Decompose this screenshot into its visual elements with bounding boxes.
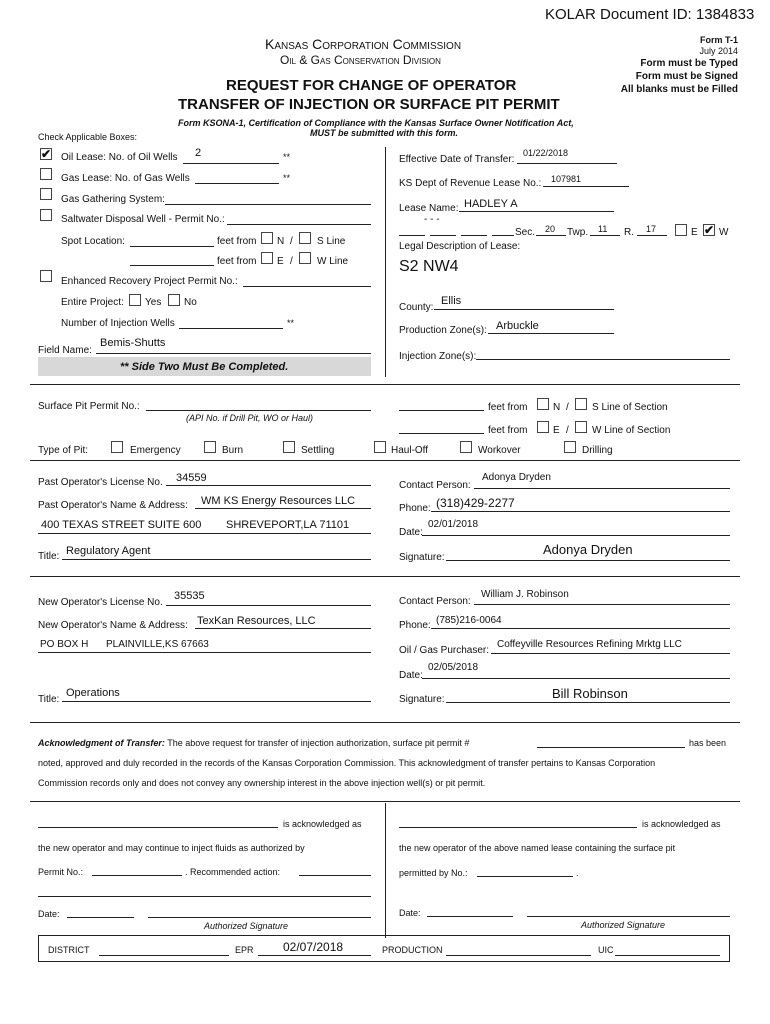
permitted-by-period: . [576,868,579,878]
past-date-label: Date: [399,527,423,538]
pit-n-checkbox[interactable] [537,398,549,410]
entire-project-yes-checkbox[interactable] [129,294,141,306]
spot-s-checkbox[interactable] [299,232,311,244]
oil-lease-checkbox[interactable]: ✔ [41,147,52,161]
past-phone-label: Phone: [399,503,431,514]
side-two-text: ** Side Two Must Be Completed. [120,361,289,373]
burn-checkbox[interactable] [204,441,216,453]
new-address: PO BOX H [40,639,89,650]
field-name-value: Bemis-Shutts [100,337,166,349]
pit-type-label: Type of Pit: [38,445,89,456]
oil-wells-field[interactable] [183,163,279,164]
divider-1 [30,384,740,385]
right-date-label: Date: [399,908,421,918]
past-phone-value: (318)429-2277 [436,496,515,510]
new-title-label: Title: [38,694,60,705]
past-title-value: Regulatory Agent [66,545,151,557]
new-license-label: New Operator's License No. [38,597,163,608]
production-zone-label: Production Zone(s): [399,325,487,336]
spot-n-label: N [277,236,285,247]
gas-gathering-checkbox[interactable] [40,188,52,200]
twp-label: Twp. [567,227,589,238]
range-value: 17 [646,224,657,234]
ack-column-divider [385,803,386,938]
recommended-action-line-2[interactable] [38,896,371,897]
quarter-field-1[interactable] [399,235,425,236]
new-address-field[interactable] [38,652,371,653]
past-signature-field[interactable] [446,560,730,561]
left-is-acknowledged: is acknowledged as [283,819,362,829]
lease-name-field[interactable] [459,211,614,212]
district-field[interactable] [99,955,229,956]
past-city: SHREVEPORT,LA 71101 [226,519,350,531]
surface-pit-label: Surface Pit Permit No.: [38,401,140,412]
district-label: DISTRICT [48,945,90,955]
saltwater-permit-field[interactable] [227,224,371,225]
twp-value: 11 [598,224,608,234]
past-address: 400 TEXAS STREET SUITE 600 [41,519,202,531]
left-date-label: Date: [38,909,60,919]
past-title-label: Title: [38,551,60,562]
pit-ew-feet-field[interactable] [399,433,484,434]
ks-lease-no-field[interactable] [543,186,629,187]
new-date-field[interactable] [422,678,730,679]
sec-label: Sec. [515,227,536,238]
gas-wells-stars: ** [283,173,291,183]
quarter-field-2[interactable] [430,235,456,236]
gas-wells-field[interactable] [195,183,279,184]
side-two-banner [38,357,371,376]
ack-line-1 [38,738,469,748]
pit-e-label: E [553,425,560,436]
oil-wells-stars: ** [283,152,291,162]
past-name-value: WM KS Energy Resources LLC [201,495,356,507]
new-contact-value: William J. Robinson [481,589,569,600]
right-auth-signature-label: Authorized Signature [581,920,666,930]
pit-s-label: S Line of Section [592,402,668,413]
past-signature-label: Signature: [399,552,445,563]
entire-project-yes-label: Yes [145,297,162,308]
legal-description-value: S2 NW4 [399,258,459,275]
spot-w-label: W Line [317,256,349,267]
api-note: (API No. if Drill Pit, WO or Haul) [186,413,314,423]
new-license-field[interactable] [166,605,371,606]
new-title-value: Operations [66,687,120,699]
permit-no-label: Permit No.: [38,867,84,877]
past-name-field[interactable] [195,508,371,509]
range-e-label: E [691,227,698,238]
past-date-field[interactable] [422,535,730,536]
spot-w-checkbox[interactable] [299,252,311,264]
twp-field[interactable] [590,235,620,236]
divider-5 [30,801,740,802]
injection-zone-label: Injection Zone(s): [399,351,477,362]
new-signature-field[interactable] [446,702,730,703]
injection-wells-label: Number of Injection Wells [61,318,175,329]
form-title-1: REQUEST FOR CHANGE OF OPERATOR [226,77,517,94]
effective-date-field[interactable] [517,163,617,164]
purchaser-label: Oil / Gas Purchaser: [399,645,490,656]
ks-lease-no-value: 107981 [551,174,582,184]
ack-text-3: Commission records only and does not convey any ownership interest in the above injection well(s) or pit permit. [38,778,486,788]
past-address-field[interactable] [38,533,371,534]
new-contact-label: Contact Person: [399,596,471,607]
uic-label: UIC [598,945,614,955]
left-auth-signature-label: Authorized Signature [204,921,289,931]
past-contact-field[interactable] [474,488,730,489]
past-contact-value: Adonya Dryden [482,472,551,483]
pit-e-checkbox[interactable] [537,421,549,433]
past-signature-value: Adonya Dryden [543,542,633,557]
injection-wells-stars: ** [287,318,295,328]
column-divider [385,147,386,377]
emergency-label: Emergency [130,445,181,456]
oil-wells-value: 2 [195,147,202,159]
ks-dept-label: KS Dept of Revenue Lease No.: [399,178,542,189]
requirement-filled: All blanks must be Filled [620,84,738,95]
saltwater-checkbox[interactable] [40,209,52,221]
agency-name: Kansas Corporation Commission [265,36,462,52]
new-signature-value: Bill Robinson [552,686,628,701]
workover-label: Workover [478,445,521,456]
new-date-label: Date: [399,670,423,681]
epr-value: 02/07/2018 [283,940,344,954]
legal-dashes: - - - [424,214,440,225]
range-e-checkbox[interactable] [675,224,687,236]
certification-note-1: Form KSONA-1, Certification of Compliance with the Kansas Surface Owner Notification Act, [178,118,574,128]
pit-s-checkbox[interactable] [575,398,587,410]
ack-heading: Acknowledgment of Transfer: [38,738,165,748]
county-label: County: [399,302,434,313]
county-field[interactable] [434,309,614,310]
past-title-field[interactable] [62,559,371,560]
new-phone-label: Phone: [399,620,431,631]
left-date-field[interactable] [67,917,134,918]
new-date-value: 02/05/2018 [428,662,479,673]
burn-label: Burn [222,445,244,456]
production-zone-value: Arbuckle [496,320,539,332]
county-value: Ellis [441,295,462,307]
effective-date-value: 01/22/2018 [523,148,569,158]
new-name-label: New Operator's Name & Address: [38,620,188,631]
recommended-action-label: . Recommended action: [185,867,281,877]
range-field[interactable] [637,235,667,236]
past-phone-field[interactable] [431,511,730,512]
purchaser-field[interactable] [491,653,730,654]
divider-2 [30,460,740,461]
pit-w-label: W Line of Section [592,425,671,436]
spot-feet-from-ew: feet from [217,256,257,267]
new-contact-field[interactable] [474,604,730,605]
recommended-action-field[interactable] [299,875,371,876]
form-title-2: TRANSFER OF INJECTION OR SURFACE PIT PERMIT [178,96,560,113]
drilling-label: Drilling [582,445,613,456]
entire-project-no-label: No [184,297,197,308]
requirement-signed: Form must be Signed [635,71,738,82]
left-ack-operator-field[interactable] [38,827,278,828]
right-ack-operator-field[interactable] [399,827,637,828]
range-w-label: W [719,227,729,238]
settling-checkbox[interactable] [283,441,295,453]
past-license-label: Past Operator's License No. [38,477,163,488]
new-signature-label: Signature: [399,694,445,705]
new-name-field[interactable] [195,628,371,629]
ack-text-1: The above request for transfer of injection authorization, surface pit permit # [167,738,470,748]
enhanced-recovery-checkbox[interactable] [40,270,52,282]
past-license-field[interactable] [166,485,371,486]
oil-lease-label: Oil Lease: No. of Oil Wells [61,152,178,163]
certification-note-2: MUST be submitted with this form. [310,128,458,138]
purchaser-value: Coffeyville Resources Refining Mrktg LLC [497,639,682,650]
spot-n-checkbox[interactable] [261,232,273,244]
gas-lease-checkbox[interactable] [40,168,52,180]
divider-4 [30,722,740,723]
sec-value: 20 [545,224,556,234]
entire-project-label: Entire Project: [61,297,124,308]
emergency-checkbox[interactable] [111,441,123,453]
permit-no-field[interactable] [92,875,182,876]
division-name: Oil & Gas Conservation Division [280,53,441,67]
production-label: PRODUCTION [382,945,443,955]
gas-gathering-label: Gas Gathering System: [61,194,165,205]
new-name-value: TexKan Resources, LLC [197,615,316,627]
quarter-field-3[interactable] [461,235,487,236]
sec-field[interactable] [536,235,566,236]
check-boxes-label: Check Applicable Boxes: [38,132,138,142]
gas-lease-label: Gas Lease: No. of Gas Wells [61,173,190,184]
new-title-field[interactable] [62,701,371,702]
spot-e-checkbox[interactable] [261,252,273,264]
workover-checkbox[interactable] [460,441,472,453]
field-name-label: Field Name: [38,345,92,356]
injection-zone-field[interactable] [476,359,730,360]
new-phone-value: (785)216-0064 [436,615,502,626]
office-use-box [38,935,730,962]
enhanced-recovery-field[interactable] [243,286,371,287]
spot-location-ew-field[interactable] [130,265,214,266]
lease-name-label: Lease Name: [399,203,459,214]
production-zone-field[interactable] [488,333,614,334]
pit-feet-from-ew: feet from [488,425,528,436]
enhanced-recovery-label: Enhanced Recovery Project Permit No.: [61,276,238,287]
spot-s-label: S Line [317,236,346,247]
requirement-typed: Form must be Typed [640,58,738,69]
spot-feet-from-ns: feet from [217,236,257,247]
pit-ns-feet-field[interactable] [399,410,484,411]
hauloff-checkbox[interactable] [374,441,386,453]
right-new-operator-text: the new operator of the above named lease containing the surface pit [399,843,676,853]
quarter-field-4[interactable] [492,235,514,236]
pit-n-label: N [553,402,561,413]
permitted-by-label: permitted by No.: [399,868,468,878]
form-id: Form T-1 [699,35,738,45]
left-new-operator-text: the new operator and may continue to inject fluids as authorized by [38,843,305,853]
range-label: R. [624,227,634,238]
right-date-field[interactable] [427,916,513,917]
past-name-label: Past Operator's Name & Address: [38,500,188,511]
right-auth-signature-field[interactable] [527,916,730,917]
production-field[interactable] [446,955,591,956]
pit-w-checkbox[interactable] [575,421,587,433]
legal-description-label: Legal Description of Lease: [399,241,521,252]
form-date: July 2014 [699,46,738,56]
saltwater-label: Saltwater Disposal Well - Permit No.: [61,214,225,225]
settling-label: Settling [301,445,335,456]
lease-name-value: HADLEY A [464,198,518,210]
right-is-acknowledged: is acknowledged as [642,819,721,829]
past-date-value: 02/01/2018 [428,519,479,530]
past-license-value: 34559 [176,472,207,484]
new-license-value: 35535 [174,590,205,602]
entire-project-no-checkbox[interactable] [168,294,180,306]
field-name-field[interactable] [96,353,371,354]
range-w-checkbox[interactable]: ✔ [704,223,715,237]
kolar-document-id: KOLAR Document ID: 1384833 [545,6,755,23]
divider-3 [30,576,740,577]
surface-pit-field[interactable] [146,410,371,411]
left-auth-signature-field[interactable] [148,917,371,918]
surface-pit-permit-field[interactable] [537,747,685,748]
ack-text-2: noted, approved and duly recorded in the records of the Kansas Corporation Commission. This acknowledgment of transfer pertains to Kansas Corporation [38,758,656,768]
pit-feet-from-ns: feet from [488,402,528,413]
past-contact-label: Contact Person: [399,480,471,491]
spot-e-label: E [277,256,284,267]
hauloff-label: Haul-Off [391,445,429,456]
drilling-checkbox[interactable] [564,441,576,453]
injection-wells-field[interactable] [179,328,283,329]
spot-location-ns-field[interactable] [130,246,214,247]
spot-location-label: Spot Location: [61,236,125,247]
epr-label: EPR [235,945,254,955]
has-been: has been [689,738,727,748]
new-city: PLAINVILLE,KS 67663 [106,639,209,650]
permitted-by-field[interactable] [477,876,573,877]
effective-date-label: Effective Date of Transfer: [399,154,515,165]
uic-field[interactable] [615,955,720,956]
new-phone-field[interactable] [431,628,730,629]
gas-gathering-field[interactable] [165,204,371,205]
epr-field[interactable] [258,955,371,956]
